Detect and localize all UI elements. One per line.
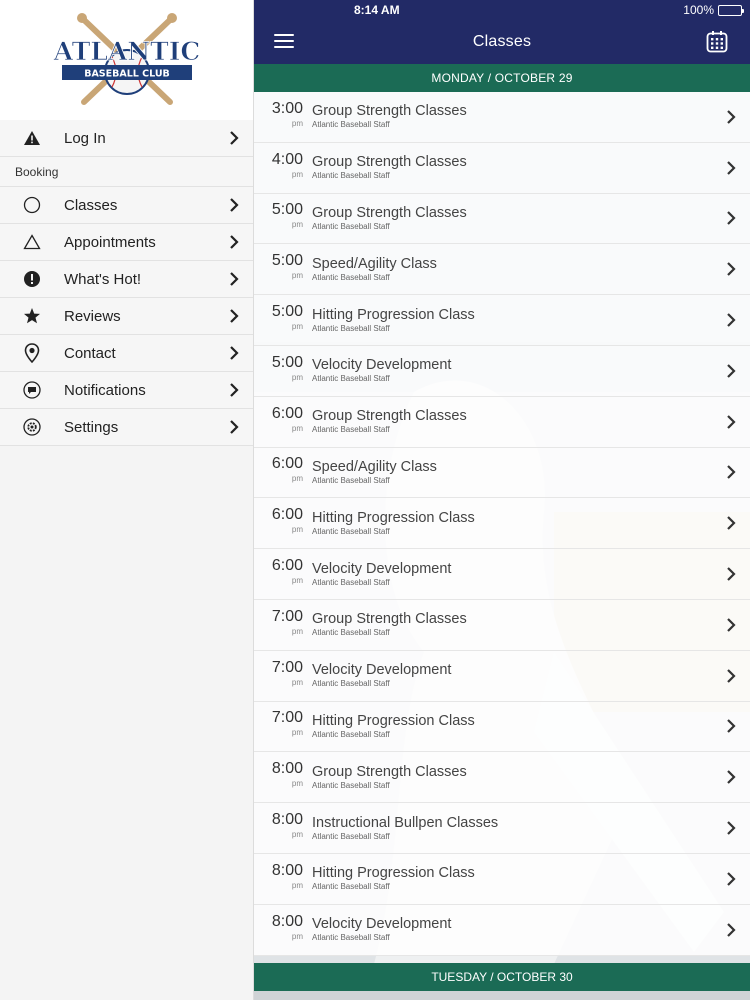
chevron-right-icon: [726, 770, 736, 784]
chat-bubble-icon: [22, 380, 42, 400]
class-title: Group Strength Classes: [312, 611, 467, 628]
class-title: Group Strength Classes: [312, 103, 467, 120]
class-staff: Atlantic Baseball Staff: [312, 628, 390, 638]
sidebar-item-label: Reviews: [64, 307, 121, 325]
sidebar-item-label: Log In: [64, 129, 106, 147]
class-row[interactable]: [254, 854, 750, 905]
club-logo: [0, 0, 253, 120]
page-title: Classes: [472, 33, 532, 50]
chevron-right-icon: [726, 415, 736, 429]
class-time: [254, 200, 306, 236]
class-title: Velocity Development: [312, 560, 452, 577]
chevron-right-icon: [726, 110, 736, 124]
class-time-ampm: pm: [291, 220, 303, 230]
class-row[interactable]: [254, 295, 750, 346]
chevron-right-icon: [229, 235, 239, 249]
class-info: [306, 408, 726, 435]
battery-percent: 100%: [683, 3, 714, 17]
class-info: [306, 561, 726, 588]
class-time: [254, 99, 306, 135]
class-time-value: 5:00: [271, 252, 303, 270]
sidebar: [0, 0, 254, 1000]
class-info: [306, 916, 726, 943]
chevron-right-icon: [229, 420, 239, 434]
status-battery: [683, 3, 742, 17]
class-time: [254, 759, 306, 795]
navigation-bar: [254, 0, 750, 64]
chevron-right-icon: [726, 161, 736, 175]
chevron-right-icon: [726, 516, 736, 530]
class-time-ampm: pm: [291, 576, 303, 586]
logo-line1: ATLANTIC: [53, 37, 200, 66]
class-title: Velocity Development: [312, 662, 452, 679]
chevron-right-icon: [229, 198, 239, 212]
class-title: Hitting Progression Class: [312, 509, 475, 526]
class-time-value: 6:00: [271, 404, 303, 422]
sidebar-item-login[interactable]: [0, 120, 253, 157]
sidebar-item-label: What's Hot!: [64, 270, 142, 288]
class-staff: Atlantic Baseball Staff: [312, 374, 390, 384]
class-info: [306, 205, 726, 232]
class-title: Group Strength Classes: [312, 763, 467, 780]
main-content: [254, 0, 750, 1000]
class-time-value: 7:00: [271, 658, 303, 676]
bottom-edge: [254, 991, 750, 1000]
class-staff: Atlantic Baseball Staff: [312, 171, 390, 181]
class-info: [306, 154, 726, 181]
class-time: [254, 454, 306, 490]
sidebar-item-label: Notifications: [64, 381, 146, 399]
class-time-ampm: pm: [291, 728, 303, 738]
class-staff: Atlantic Baseball Staff: [312, 831, 390, 841]
class-row[interactable]: [254, 752, 750, 803]
chevron-right-icon: [229, 346, 239, 360]
circle-icon: [22, 195, 42, 215]
class-time: [254, 150, 306, 186]
class-list-container: [254, 92, 750, 964]
class-title: Group Strength Classes: [312, 154, 467, 171]
sidebar-item-settings[interactable]: [0, 409, 253, 446]
class-staff: Atlantic Baseball Staff: [312, 425, 390, 435]
warning-icon: [22, 128, 42, 148]
class-title: Speed/Agility Class: [312, 458, 437, 475]
class-time-value: 5:00: [271, 353, 303, 371]
class-time: [254, 658, 306, 694]
sidebar-item-appointments[interactable]: [0, 224, 253, 261]
class-time-value: 4:00: [271, 150, 303, 168]
class-row[interactable]: [254, 346, 750, 397]
class-time-ampm: pm: [291, 626, 303, 636]
class-time: [254, 251, 306, 287]
class-staff: Atlantic Baseball Staff: [312, 323, 390, 333]
section-header-booking: Booking: [0, 157, 253, 187]
chevron-right-icon: [726, 618, 736, 632]
class-title: Hitting Progression Class: [312, 712, 475, 729]
class-row[interactable]: [254, 448, 750, 499]
chevron-right-icon: [229, 131, 239, 145]
gear-icon: [22, 417, 42, 437]
class-staff: Atlantic Baseball Staff: [312, 526, 390, 536]
menu-icon[interactable]: [274, 34, 294, 48]
class-time-value: 8:00: [271, 861, 303, 879]
chevron-right-icon: [726, 211, 736, 225]
chevron-right-icon: [229, 383, 239, 397]
class-staff: Atlantic Baseball Staff: [312, 729, 390, 739]
class-time-value: 6:00: [271, 506, 303, 524]
date-banner-next: TUESDAY / OCTOBER 30: [254, 963, 750, 991]
sidebar-item-label: Classes: [64, 196, 118, 214]
logo-line2: BASEBALL CLUB: [83, 68, 170, 80]
date-banner: MONDAY / OCTOBER 29: [254, 64, 750, 92]
class-staff: Atlantic Baseball Staff: [312, 272, 390, 282]
calendar-icon[interactable]: [706, 30, 728, 53]
class-time-value: 6:00: [271, 557, 303, 575]
sidebar-item-label: Settings: [64, 418, 119, 436]
status-time: 8:14 AM: [354, 3, 400, 17]
sidebar-item-whats-hot[interactable]: [0, 261, 253, 298]
class-row[interactable]: [254, 194, 750, 245]
class-title: Hitting Progression Class: [312, 306, 475, 323]
class-info: [306, 103, 726, 130]
class-info: [306, 611, 726, 638]
class-time-ampm: pm: [291, 779, 303, 789]
chevron-right-icon: [229, 309, 239, 323]
class-time-ampm: pm: [291, 118, 303, 128]
sidebar-item-contact[interactable]: [0, 335, 253, 372]
class-staff: Atlantic Baseball Staff: [312, 577, 390, 587]
class-time-ampm: pm: [291, 423, 303, 433]
class-time-value: 8:00: [271, 912, 303, 930]
class-time: [254, 810, 306, 846]
class-info: [306, 459, 726, 486]
class-staff: Atlantic Baseball Staff: [312, 221, 390, 231]
class-info: [306, 510, 726, 537]
class-row[interactable]: [254, 803, 750, 854]
class-row[interactable]: [254, 702, 750, 753]
battery-icon: [718, 5, 742, 16]
class-time-value: 7:00: [271, 709, 303, 727]
class-time: [254, 556, 306, 592]
class-title: Instructional Bullpen Classes: [312, 814, 499, 831]
class-time: [254, 607, 306, 643]
club-logo-graphic: [52, 10, 202, 110]
class-row[interactable]: [254, 143, 750, 194]
class-row[interactable]: [254, 397, 750, 448]
class-time-ampm: pm: [291, 677, 303, 687]
class-time-value: 8:00: [271, 811, 303, 829]
chevron-right-icon: [726, 567, 736, 581]
class-time-value: 5:00: [271, 201, 303, 219]
class-time-ampm: pm: [291, 525, 303, 535]
class-time-ampm: pm: [291, 830, 303, 840]
chevron-right-icon: [229, 272, 239, 286]
chevron-right-icon: [726, 923, 736, 937]
class-time: [254, 353, 306, 389]
class-time-ampm: pm: [291, 880, 303, 890]
status-bar: [254, 0, 750, 20]
class-title: Speed/Agility Class: [312, 255, 437, 272]
sidebar-item-notifications[interactable]: [0, 372, 253, 409]
class-title: Velocity Development: [312, 357, 452, 374]
chevron-right-icon: [726, 821, 736, 835]
class-row[interactable]: [254, 498, 750, 549]
class-info: [306, 256, 726, 283]
chevron-right-icon: [726, 313, 736, 327]
class-time-value: 7:00: [271, 607, 303, 625]
chevron-right-icon: [726, 872, 736, 886]
class-time: [254, 505, 306, 541]
chevron-right-icon: [726, 364, 736, 378]
class-list: [254, 92, 750, 956]
class-time-ampm: pm: [291, 169, 303, 179]
chevron-right-icon: [726, 262, 736, 276]
class-time-value: 8:00: [271, 760, 303, 778]
class-time: [254, 708, 306, 744]
class-info: [306, 764, 726, 791]
sidebar-item-reviews[interactable]: [0, 298, 253, 335]
class-time-value: 3:00: [271, 99, 303, 117]
class-row[interactable]: [254, 92, 750, 143]
class-row[interactable]: [254, 600, 750, 651]
chevron-right-icon: [726, 465, 736, 479]
class-time-ampm: pm: [291, 372, 303, 382]
star-icon: [22, 306, 42, 326]
class-info: [306, 357, 726, 384]
class-time-ampm: pm: [291, 931, 303, 941]
class-time-ampm: pm: [291, 271, 303, 281]
triangle-icon: [22, 232, 42, 252]
class-staff: Atlantic Baseball Staff: [312, 120, 390, 130]
exclamation-icon: [22, 269, 42, 289]
class-staff: Atlantic Baseball Staff: [312, 780, 390, 790]
class-row[interactable]: [254, 549, 750, 600]
class-info: [306, 662, 726, 689]
class-time: [254, 404, 306, 440]
sidebar-item-label: Appointments: [64, 233, 156, 251]
chevron-right-icon: [726, 719, 736, 733]
class-row[interactable]: [254, 244, 750, 295]
class-staff: Atlantic Baseball Staff: [312, 475, 390, 485]
class-info: [306, 865, 726, 892]
location-pin-icon: [22, 343, 42, 363]
class-staff: Atlantic Baseball Staff: [312, 933, 390, 943]
class-title: Velocity Development: [312, 916, 452, 933]
class-staff: Atlantic Baseball Staff: [312, 882, 390, 892]
class-row[interactable]: [254, 651, 750, 702]
class-time: [254, 302, 306, 338]
class-staff: Atlantic Baseball Staff: [312, 679, 390, 689]
class-time: [254, 861, 306, 897]
class-time: [254, 912, 306, 948]
class-row[interactable]: [254, 905, 750, 956]
class-time-ampm: pm: [291, 474, 303, 484]
class-time-value: 6:00: [271, 455, 303, 473]
class-time-value: 5:00: [271, 303, 303, 321]
class-title: Group Strength Classes: [312, 408, 467, 425]
class-title: Hitting Progression Class: [312, 865, 475, 882]
class-info: [306, 307, 726, 334]
sidebar-item-classes[interactable]: [0, 187, 253, 224]
class-info: [306, 713, 726, 740]
class-time-ampm: pm: [291, 322, 303, 332]
sidebar-item-label: Contact: [64, 344, 116, 362]
class-info: [306, 815, 726, 842]
chevron-right-icon: [726, 669, 736, 683]
class-title: Group Strength Classes: [312, 204, 467, 221]
